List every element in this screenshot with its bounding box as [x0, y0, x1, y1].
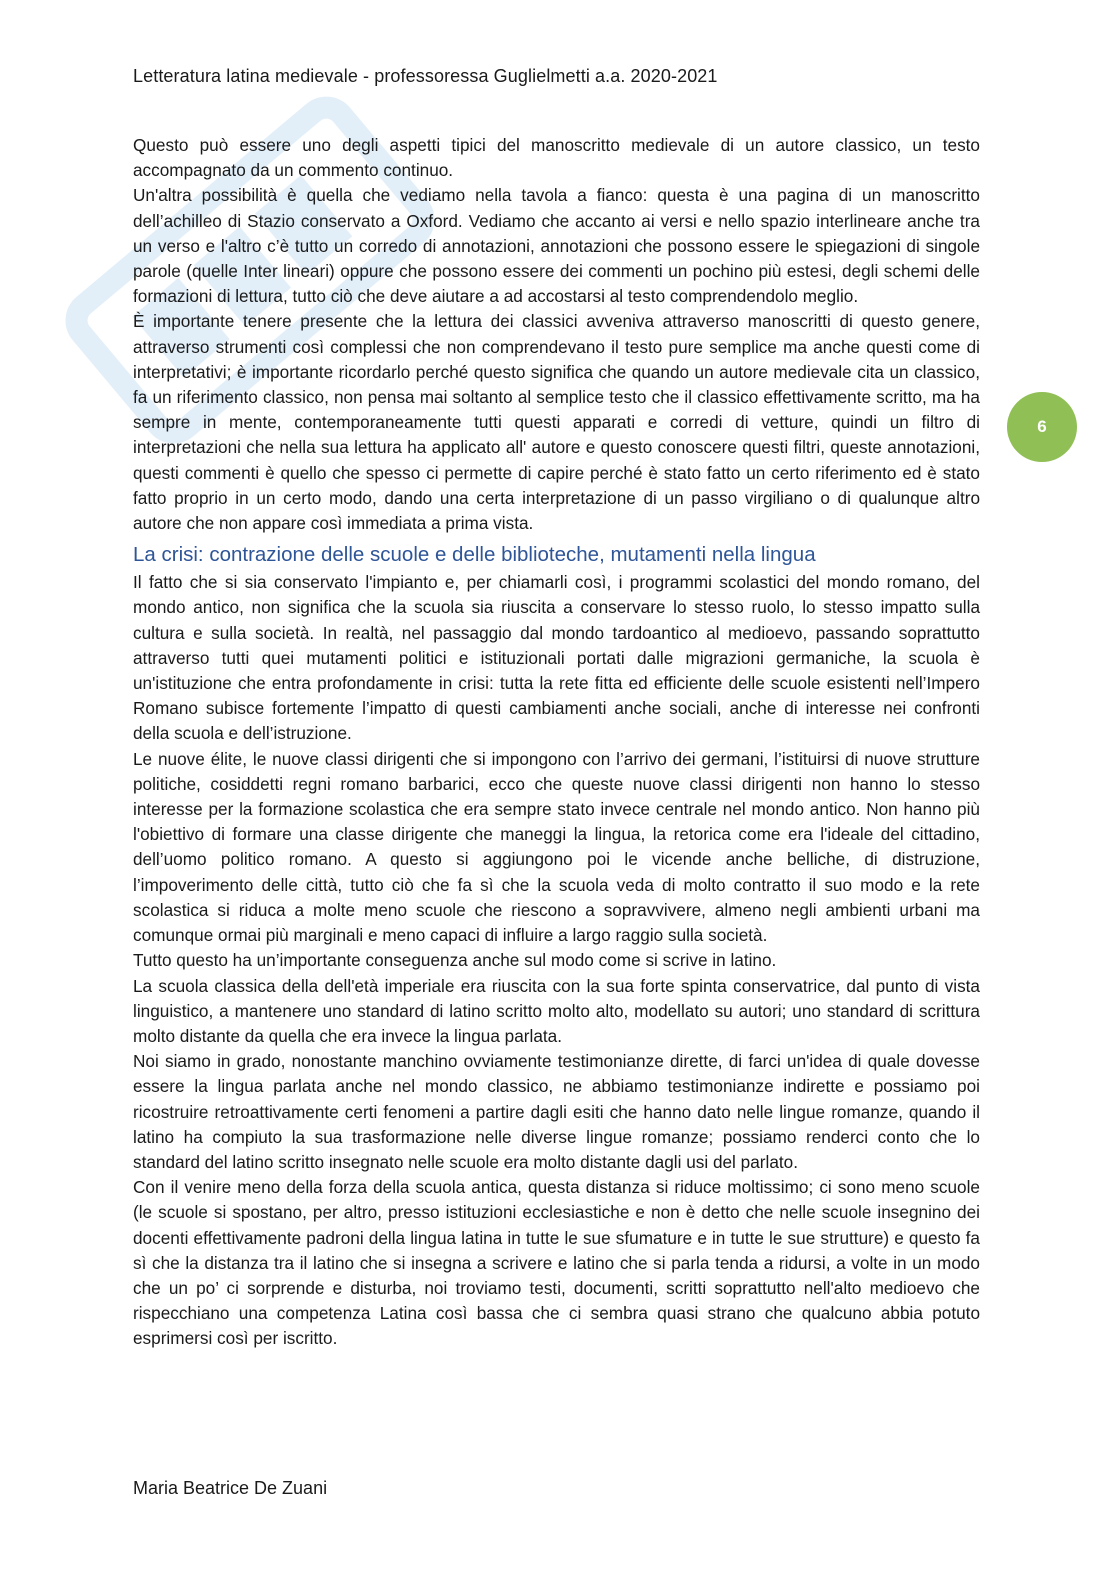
paragraph: È importante tenere presente che la lettura dei classici avveniva attraverso manoscritti di questo genere, attraverso strumenti così complessi che non comprendevano il testo pure semplice ma anche questi come di interpretativi; è importante ricordarlo perché questo significa che quando un autore medievale cita un classico, fa un riferimento classico, non pensa mai soltanto al semplice testo che il classico effettivamente scritto, ma ha sempre in mente, contemporaneamente tutti questi apparati e corredi di vetture, quindi un filtro di interpretazioni che nella sua lettura ha applicato all' autore e questo conoscere questi filtri, queste annotazioni, questi commenti è quello che spesso ci permette di capire perché è stato fatto un certo riferimento ed è stato fatto proprio in un certo modo, dando una certa interpretazione di un passo virgiliano o di qualunque altro autore che non appare così immediata a prima vista. [133, 311, 980, 534]
section-heading: La crisi: contrazione delle scuole e delle biblioteche, mutamenti nella lingua [133, 543, 816, 567]
page-header: Letteratura latina medievale - professoressa Guglielmetti a.a. 2020-2021 [133, 66, 718, 86]
page-number-badge: 6 [1007, 392, 1077, 462]
paragraph: Le nuove élite, le nuove classi dirigenti che si impongono con l’arrivo dei germani, l’istituirsi di nuove strutture politiche, cosiddetti regni romano barbarici, ecco che queste nuove classi dirigenti non hanno lo stesso interesse per la formazione scolastica che era sempre stato invece centrale nel mondo antico. Non hanno più l'obiettivo di formare una classe dirigente che maneggi la lingua, la retorica come era l'ideale del cittadino, dell’uomo politico romano. A questo si aggiungono poi le vicende anche belliche, di distruzione, l’impoverimento delle città, tutto ciò che fa sì che la scuola veda di molto contratto il suo modo e la rete scolastica si riduca a molte meno scuole che riescono a sopravvivere, almeno negli ambienti urbani ma comunque ormai più marginali e meno capaci di influire a largo raggio sulla società. [133, 748, 980, 946]
document-body [133, 133, 980, 1352]
paragraph: Un'altra possibilità è quella che vediamo nella tavola a fianco: questa è una pagina di un manoscritto dell’achilleo di Stazio conservato a Oxford. Vediamo che accanto ai versi e nello spazio interlineare anche tra un verso e l'altro c’è tutto un corredo di annotazioni, annotazioni che possono essere le spiegazioni di singole parole (quelle Inter lineari) oppure che possono essere dei commenti un pochino più estesi, degli schemi delle formazioni di lettura, tutto ciò che deve aiutare a ad accostarsi al testo comprendendolo meglio. [133, 185, 980, 307]
paragraph: Tutto questo ha un’importante conseguenza anche sul modo come si scrive in latino. [133, 950, 777, 971]
paragraph: Noi siamo in grado, nonostante manchino ovviamente testimonianze dirette, di farci un'idea di quale dovesse essere la lingua parlata anche nel mondo classico, ne abbiamo testimonianze indirette e possiamo poi ricostruire retroattivamente certi fenomeni a partire dagli esiti che hanno dato nelle lingue romanze, quando il latino ha compiuto la sua trasformazione nelle diverse lingue romanze; possiamo renderci conto che lo standard del latino scritto insegnato nelle scuole era molto distante dagli usi del parlato. [133, 1051, 980, 1172]
paragraph: La scuola classica della dell'età imperiale era riuscita con la sua forte spinta conservatrice, dal punto di vista linguistico, a mantenere uno standard di latino scritto molto alto, modellato su autori; uno standard di scrittura molto distante da quella che era invece la lingua parlata. [133, 975, 980, 1046]
paragraph: Con il venire meno della forza della scuola antica, questa distanza si riduce moltissimo; ci sono meno scuole (le scuole si spostano, per altro, presso istituzioni ecclesiastiche e non è detto che nelle scuole insegnino dei docenti effettivamente padroni della lingua latina in tutte le sue sfumature e in tutte le sue strutture) e questo fa sì che la distanza tra il latino che si insegna a scrivere e latino che si parla tenda a ridursi, a volte in un modo che un po’ ci sorprende e disturba, noi troviamo testi, documenti, scritti soprattutto nell'alto medioevo che rispecchiano una competenza Latina così bassa che ci sembra quasi strano che qualcuno abbia potuto esprimersi così per iscritto. [133, 1177, 980, 1349]
page-footer-author: Maria Beatrice De Zuani [133, 1478, 328, 1498]
paragraph: Questo può essere uno degli aspetti tipici del manoscritto medievale di un autore classico, un testo accompagnato da un commento continuo. [133, 135, 980, 181]
paragraph: Il fatto che si sia conservato l'impianto e, per chiamarli così, i programmi scolastici del mondo romano, del mondo antico, non significa che la scuola sia riuscita a conservare lo stesso ruolo, lo stesso impatto sulla cultura e sulla società. In realtà, nel passaggio dal mondo tardoantico al medioevo, passando soprattutto attraverso tutti quei mutamenti politici e istituzionali portati dalle migrazioni germaniche, la scuola è un'istituzione che entra profondamente in crisi: tutta la rete fitta ed efficiente delle scuole esistenti nell’Impero Romano subisce fortemente l’impatto di questi cambiamenti anche sociali, anche di interesse nei confronti della scuola e dell’istruzione. [133, 572, 980, 744]
